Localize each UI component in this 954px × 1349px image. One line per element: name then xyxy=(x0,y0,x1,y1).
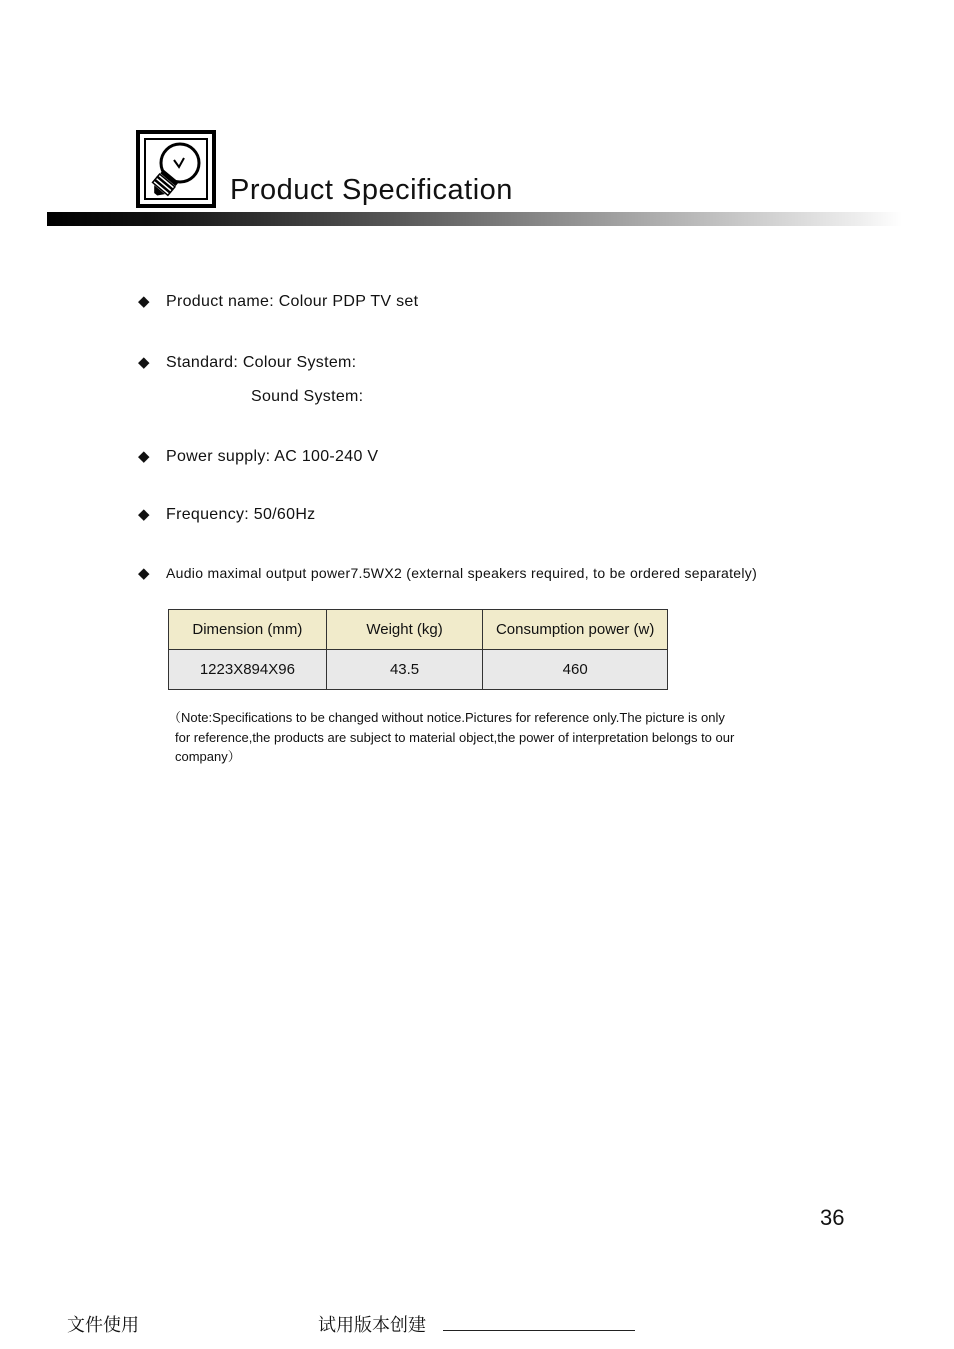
spec-text: Power supply: AC 100-240 V xyxy=(166,448,379,465)
spec-text: Product name: Colour PDP TV set xyxy=(166,293,419,310)
header-weight: Weight (kg) xyxy=(326,610,483,650)
cell-dimension: 1223X894X96 xyxy=(169,650,327,690)
note-line: for reference,the products are subject to material object,the power of interpretation belongs to our xyxy=(175,729,735,745)
header-consumption: Consumption power (w) xyxy=(483,610,668,650)
footer-left-text: 文件使用 xyxy=(67,1315,139,1336)
spec-text: Frequency: 50/60Hz xyxy=(166,506,316,523)
lightbulb-icon xyxy=(136,130,216,208)
title-divider xyxy=(47,212,902,226)
spec-sound-system: Sound System: xyxy=(251,388,364,405)
footer-underline xyxy=(443,1330,635,1331)
bullet-icon: ◆ xyxy=(138,565,150,582)
bullet-icon: ◆ xyxy=(138,448,150,465)
header-dimension: Dimension (mm) xyxy=(169,610,327,650)
bullet-icon: ◆ xyxy=(138,354,150,371)
bullet-icon: ◆ xyxy=(138,506,150,523)
spec-text: Standard: Colour System: xyxy=(166,354,357,371)
table-row xyxy=(169,650,668,690)
cell-consumption: 460 xyxy=(483,650,668,690)
table-header-row xyxy=(169,610,668,650)
spec-product-name xyxy=(138,292,418,311)
spec-standard xyxy=(138,353,356,372)
note xyxy=(168,708,778,767)
note-line: company） xyxy=(175,749,241,764)
spec-power-supply xyxy=(138,447,378,466)
spec-audio xyxy=(138,564,757,583)
footer-center-text: 试用版本创建 xyxy=(318,1315,426,1336)
spec-table xyxy=(168,609,668,690)
note-line: （Note:Specifications to be changed without notice.Pictures for reference only.The picture is only xyxy=(168,710,725,725)
page-number: 36 xyxy=(820,1205,845,1230)
bullet-icon: ◆ xyxy=(138,293,150,310)
spec-frequency xyxy=(138,505,315,524)
page-title: Product Specification xyxy=(230,174,513,206)
spec-text: Audio maximal output power7.5WX2 (external speakers required, to be ordered separately) xyxy=(166,565,758,581)
cell-weight: 43.5 xyxy=(326,650,483,690)
